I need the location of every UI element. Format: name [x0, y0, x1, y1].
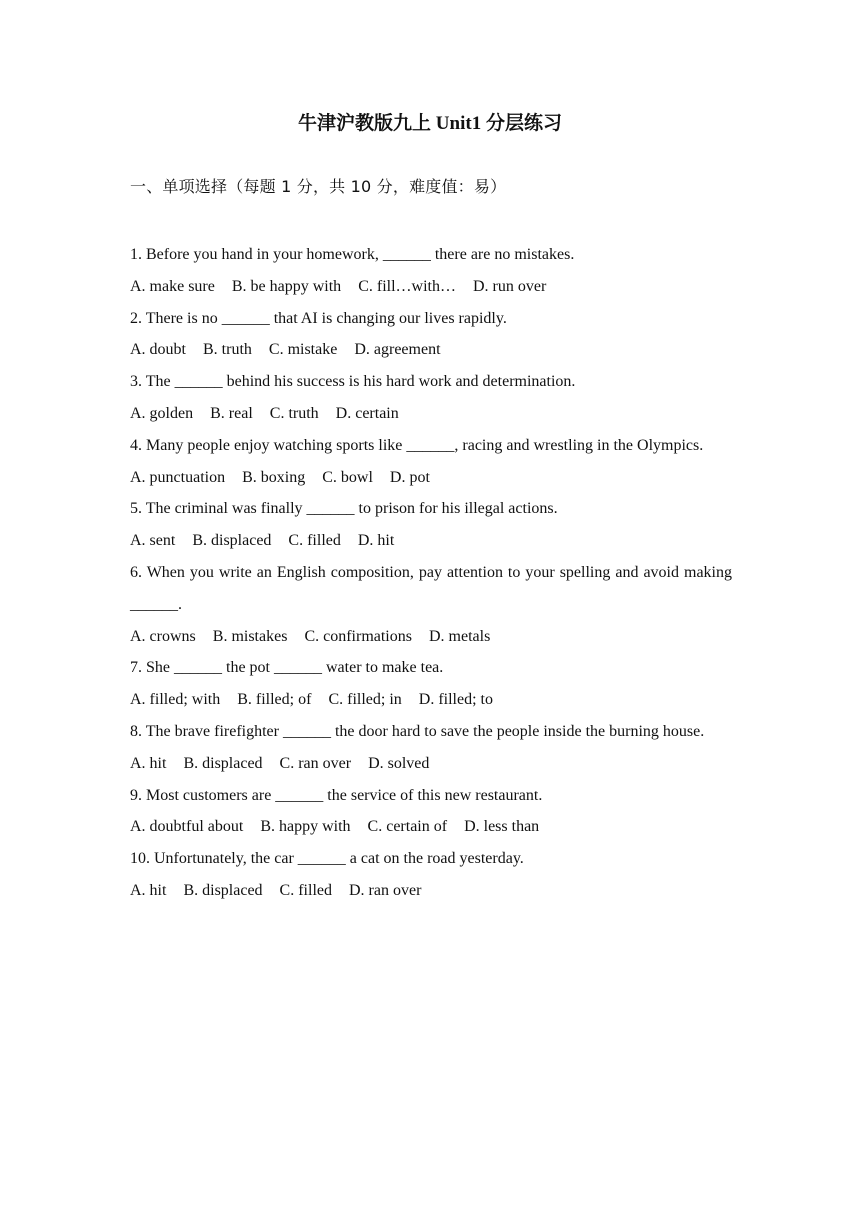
section-heading: 一、单项选择（每题 1 分，共 10 分，难度值：易）: [130, 177, 507, 196]
question-stem: 4. Many people enjoy watching sports like ______, racing and wrestling in the Olympics.: [130, 436, 704, 454]
option-c: C. fill…with…: [358, 277, 456, 295]
question-7: [130, 652, 732, 716]
option-a: A. make sure: [130, 277, 215, 295]
option-row: [130, 621, 732, 653]
option-c: C. filled; in: [328, 691, 402, 709]
option-row: [130, 748, 732, 780]
option-d: D. certain: [335, 404, 399, 422]
document-title: 牛津沪教版九上 Unit1 分层练习: [298, 113, 562, 134]
option-a: A. filled; with: [130, 691, 221, 709]
option-row: [130, 271, 732, 303]
question-1: [130, 239, 732, 303]
option-c: C. filled: [288, 532, 341, 550]
option-b: B. filled; of: [237, 691, 312, 709]
question-stem: 6. When you write an English composition, pay attention to your spelling and avoid making ______.: [130, 563, 732, 613]
option-b: B. happy with: [260, 818, 351, 836]
option-row: [130, 462, 732, 494]
option-row: [130, 811, 732, 843]
question-stem: 7. She ______ the pot ______ water to make tea.: [130, 659, 444, 677]
question-list: [130, 239, 732, 907]
option-c: C. bowl: [322, 468, 373, 486]
option-c: C. ran over: [279, 754, 352, 772]
option-d: D. metals: [428, 627, 491, 645]
question-stem: 10. Unfortunately, the car ______ a cat on the road yesterday.: [130, 850, 524, 868]
question-8: [130, 716, 732, 780]
option-b: B. truth: [203, 341, 252, 359]
option-c: C. truth: [269, 404, 319, 422]
option-a: A. crowns: [130, 627, 196, 645]
question-4: [130, 430, 732, 494]
question-stem: 1. Before you hand in your homework, ______ there are no mistakes.: [130, 246, 575, 263]
option-d: D. hit: [357, 532, 395, 550]
option-d: D. solved: [368, 754, 430, 772]
question-stem: 5. The criminal was finally ______ to prison for his illegal actions.: [130, 500, 558, 518]
option-row: [130, 525, 732, 557]
option-c: C. mistake: [268, 341, 338, 359]
question-stem: 3. The ______ behind his success is his hard work and determination.: [130, 373, 576, 391]
option-row: [130, 398, 732, 430]
option-c: C. confirmations: [304, 627, 412, 645]
option-d: D. less than: [464, 818, 540, 836]
option-c: C. certain of: [367, 818, 448, 836]
option-a: A. golden: [130, 404, 194, 422]
question-5: [130, 493, 732, 557]
option-b: B. be happy with: [231, 277, 342, 295]
option-b: B. displaced: [183, 881, 263, 899]
question-stem: 8. The brave firefighter ______ the door hard to save the people inside the burning house.: [130, 722, 705, 740]
option-a: A. hit: [130, 754, 167, 772]
question-stem: 2. There is no ______ that AI is changing our lives rapidly.: [130, 309, 507, 327]
option-row: [130, 684, 732, 716]
option-row: [130, 334, 732, 366]
option-a: A. sent: [130, 532, 176, 550]
question-9: [130, 780, 732, 844]
option-a: A. doubtful about: [130, 818, 244, 836]
option-b: B. real: [210, 404, 253, 422]
option-d: D. agreement: [354, 341, 441, 359]
question-6: [130, 557, 732, 652]
option-a: A. hit: [130, 881, 167, 899]
option-d: D. run over: [472, 277, 547, 295]
option-d: D. ran over: [348, 881, 422, 899]
option-row: [130, 875, 732, 907]
option-c: C. filled: [279, 881, 332, 899]
option-b: B. displaced: [183, 754, 263, 772]
question-2: [130, 303, 732, 367]
option-a: A. doubt: [130, 341, 186, 359]
question-stem: 9. Most customers are ______ the service of this new restaurant.: [130, 786, 543, 804]
option-b: B. mistakes: [212, 627, 288, 645]
option-d: D. pot: [389, 468, 430, 486]
question-10: [130, 843, 732, 907]
option-a: A. punctuation: [130, 468, 226, 486]
option-d: D. filled; to: [418, 691, 493, 709]
question-3: [130, 366, 732, 430]
option-b: B. boxing: [242, 468, 306, 486]
option-b: B. displaced: [192, 532, 272, 550]
